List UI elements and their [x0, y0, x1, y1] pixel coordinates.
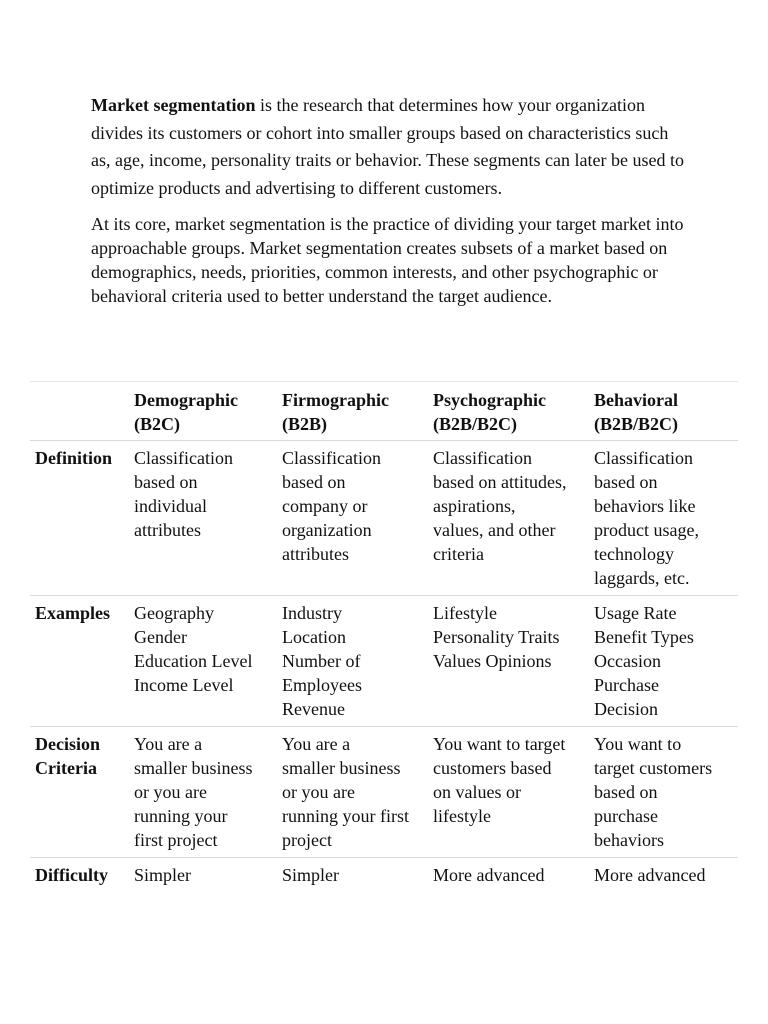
cell-difficulty-behavioral: More advanced: [589, 858, 738, 892]
row-header-difficulty: Difficulty: [30, 858, 129, 892]
cell-examples-behavioral: Usage Rate Benefit Types Occasion Purchase Decision: [589, 596, 738, 727]
cell-difficulty-psychographic: More advanced: [428, 858, 589, 892]
cell-difficulty-demographic: Simpler: [129, 858, 277, 892]
intro-paragraph-2: At its core, market segmentation is the practice of dividing your target market into approachable groups. Market segmentation creates subsets of a market based on demographics, needs, priorities, common interests, and other psychographic or behavioral criteria used to better understand the target audience.: [91, 214, 684, 306]
row-header-definition: Definition: [30, 441, 129, 596]
table-row-difficulty: [30, 858, 738, 892]
column-header-behavioral: Behavioral (B2B/B2C): [589, 382, 738, 441]
cell-definition-psychographic: Classification based on attitudes, aspirations, values, and other criteria: [428, 441, 589, 596]
cell-examples-psychographic: Lifestyle Personality Traits Values Opinions: [428, 596, 589, 727]
cell-decision-firmographic: You are a smaller business or you are running your first project: [277, 727, 428, 858]
cell-decision-demographic: You are a smaller business or you are running your first project: [129, 727, 277, 858]
cell-decision-behavioral: You want to target customers based on purchase behaviors: [589, 727, 738, 858]
cell-difficulty-firmographic: Simpler: [277, 858, 428, 892]
cell-examples-demographic: Geography Gender Education Level Income Level: [129, 596, 277, 727]
intro-text: [91, 92, 691, 308]
table-row-examples: [30, 596, 738, 727]
column-header-psychographic: Psychographic (B2B/B2C): [428, 382, 589, 441]
row-header-examples: Examples: [30, 596, 129, 727]
column-header-demographic: Demographic (B2C): [129, 382, 277, 441]
cell-definition-behavioral: Classification based on behaviors like product usage, technology laggards, etc.: [589, 441, 738, 596]
table-row-definition: [30, 441, 738, 596]
cell-definition-firmographic: Classification based on company or organization attributes: [277, 441, 428, 596]
cell-definition-demographic: Classification based on individual attributes: [129, 441, 277, 596]
cell-examples-firmographic: Industry Location Number of Employees Revenue: [277, 596, 428, 727]
header-corner-cell: [30, 382, 129, 441]
row-header-decision-criteria: Decision Criteria: [30, 727, 129, 858]
term-market-segmentation: Market segmentation: [91, 95, 256, 115]
column-header-firmographic: Firmographic (B2B): [277, 382, 428, 441]
intro-paragraph-1: [91, 92, 691, 202]
cell-decision-psychographic: You want to target customers based on values or lifestyle: [428, 727, 589, 858]
intro-paragraph-1-text: is the research that determines how your organization divides its customers or cohort into smaller groups based on characteristics such as, age, income, personality traits or behavior. These segments can later be used to optimize products and advertising to different customers.: [91, 95, 684, 198]
table-row-decision-criteria: [30, 727, 738, 858]
segmentation-table: [30, 381, 738, 891]
table-header-row: [30, 382, 738, 441]
